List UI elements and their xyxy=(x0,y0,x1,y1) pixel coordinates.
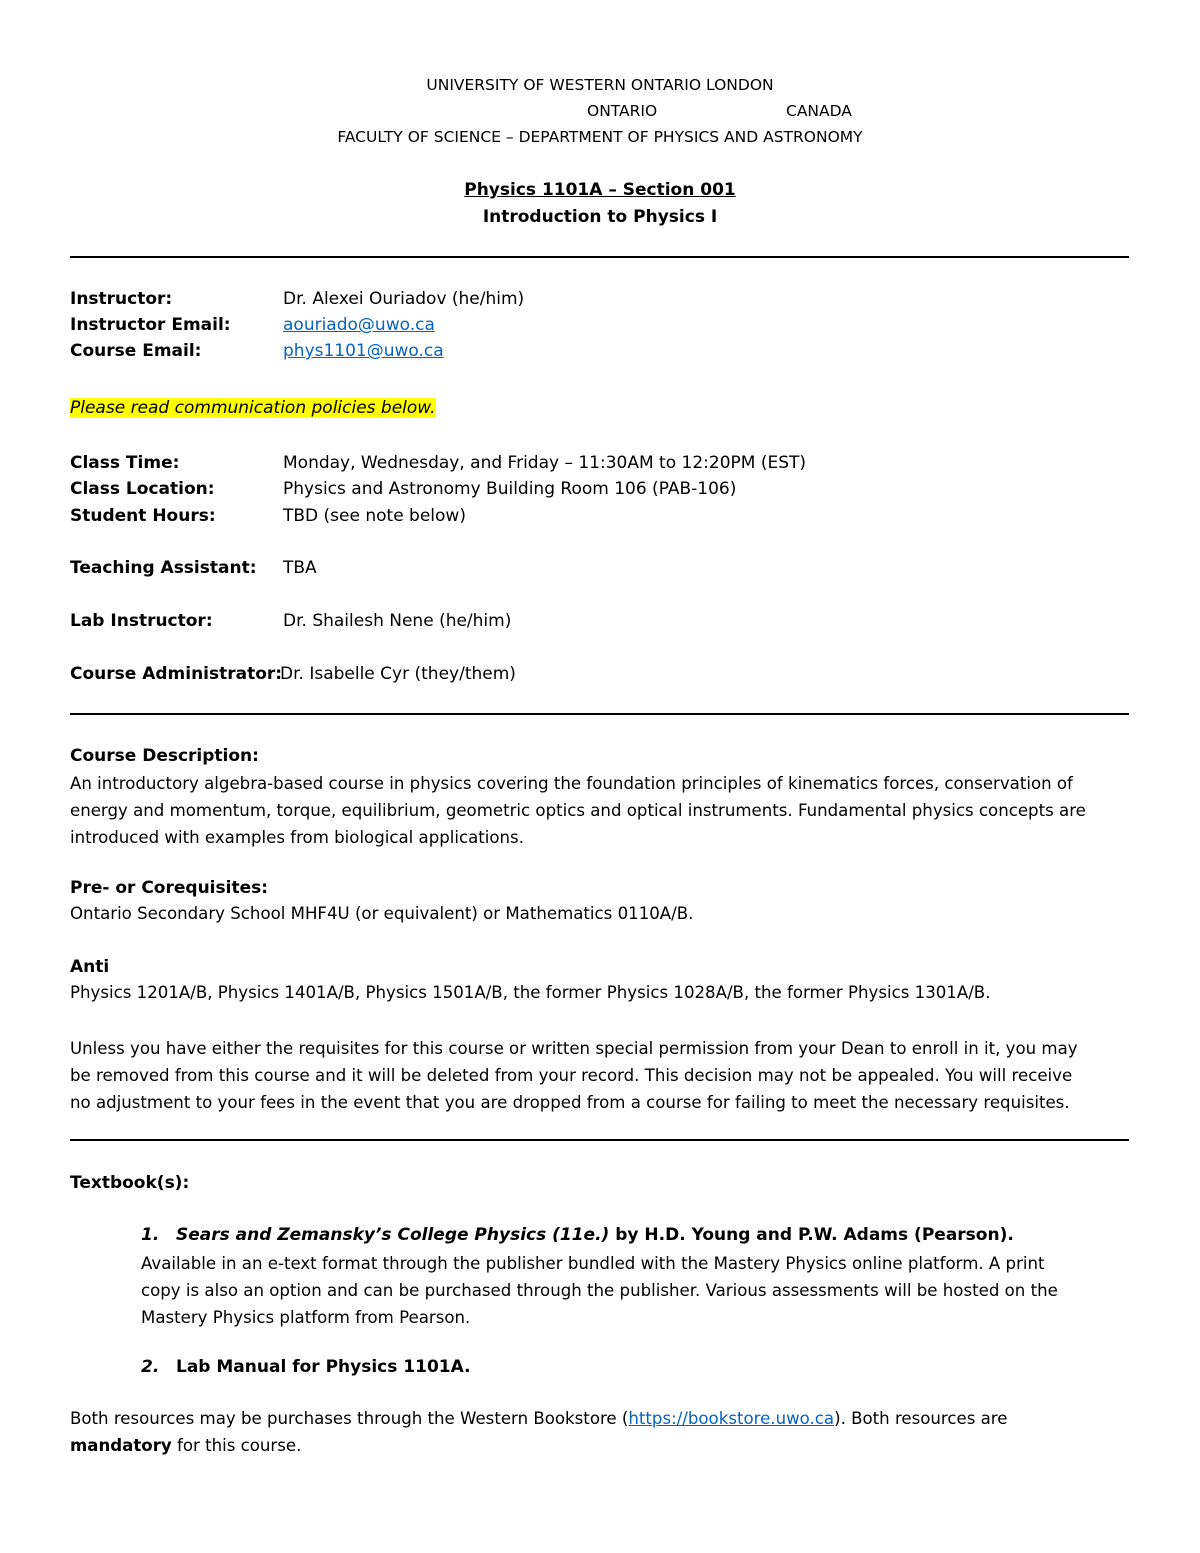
class-location-value: Physics and Astronomy Building Room 106 (PAB-106) xyxy=(283,479,737,499)
divider xyxy=(70,1139,1129,1141)
course-admin-label: Course Administrator: xyxy=(70,664,283,684)
instructor-value: Dr. Alexei Ouriadov (he/him) xyxy=(283,289,525,309)
mandatory-rest: for this course. xyxy=(171,1436,302,1455)
requisites-line: no adjustment to your fees in the event that you are dropped from a course for failing to meet the necessary requisites. xyxy=(70,1093,1070,1112)
anti-text: Physics 1201A/B, Physics 1401A/B, Physics 1501A/B, the former Physics 1028A/B, the former Physics 1301A/B. xyxy=(70,983,991,1002)
instructor-label: Instructor: xyxy=(70,289,173,309)
textbook-1-number: 1. xyxy=(141,1225,160,1245)
textbook-1-description xyxy=(141,1250,1131,1331)
mandatory-word: mandatory xyxy=(70,1436,172,1455)
course-code: Physics 1101A – Section 001 xyxy=(464,180,736,200)
prereq-heading: Pre- or Corequisites: xyxy=(70,878,269,898)
ta-label: Teaching Assistant: xyxy=(70,558,257,578)
textbook-1-authors: by H.D. Young and P.W. Adams (Pearson). xyxy=(609,1225,1014,1245)
textbook-1-title-line xyxy=(176,1225,1014,1245)
textbook-2-number: 2. xyxy=(141,1357,160,1377)
class-time-value: Monday, Wednesday, and Friday – 11:30AM to 12:20PM (EST) xyxy=(283,453,807,473)
divider xyxy=(70,256,1129,258)
bookstore-link[interactable]: https://bookstore.uwo.ca xyxy=(628,1409,835,1428)
textbook-2-title: Lab Manual for Physics 1101A. xyxy=(176,1357,471,1377)
course-title: Introduction to Physics I xyxy=(482,207,718,227)
bookstore-text-after: ). Both resources are xyxy=(834,1409,1008,1428)
student-hours-label: Student Hours: xyxy=(70,506,216,526)
description-line: energy and momentum, torque, equilibrium, geometric optics and optical instruments. Fundamental physics concepts are xyxy=(70,801,1086,820)
textbook-1-line: Mastery Physics platform from Pearson. xyxy=(141,1308,471,1327)
textbook-1-line: copy is also an option and can be purchased through the publisher. Various assessments will be hosted on the xyxy=(141,1281,1058,1300)
class-time-label: Class Time: xyxy=(70,453,180,473)
bookstore-line xyxy=(70,1409,1007,1428)
communication-notice xyxy=(70,398,436,418)
textbook-1-title: Sears and Zemansky’s College Physics (11e.) xyxy=(176,1225,610,1245)
student-hours-value: TBD (see note below) xyxy=(283,506,466,526)
textbook-1-line: Available in an e-text format through the publisher bundled with the Mastery Physics online platform. A print xyxy=(141,1254,1045,1273)
lab-instructor-label: Lab Instructor: xyxy=(70,611,213,631)
ta-value: TBA xyxy=(283,558,317,578)
description-heading: Course Description: xyxy=(70,746,259,766)
anti-heading: Anti xyxy=(70,957,110,977)
requisites-line: be removed from this course and it will be deleted from your record. This decision may not be appealed. You will receive xyxy=(70,1066,1073,1085)
faculty-name: FACULTY OF SCIENCE – DEPARTMENT OF PHYSICS AND ASTRONOMY xyxy=(337,128,863,146)
country: CANADA xyxy=(786,102,852,120)
description-text xyxy=(70,770,1132,851)
description-line: introduced with examples from biological applications. xyxy=(70,828,524,847)
instructor-email-label: Instructor Email: xyxy=(70,315,231,335)
requisites-line: Unless you have either the requisites for this course or written special permission from your Dean to enroll in it, you may xyxy=(70,1039,1078,1058)
prereq-text: Ontario Secondary School MHF4U (or equivalent) or Mathematics 0110A/B. xyxy=(70,904,694,923)
province: ONTARIO xyxy=(587,102,658,120)
instructor-email-link[interactable]: aouriado@uwo.ca xyxy=(283,315,435,335)
description-line: An introductory algebra-based course in physics covering the foundation principles of kinematics forces, conservation of xyxy=(70,774,1073,793)
class-location-label: Class Location: xyxy=(70,479,215,499)
divider xyxy=(70,713,1129,715)
communication-notice-text: Please read communication policies below. xyxy=(70,398,436,418)
textbooks-heading: Textbook(s): xyxy=(70,1173,190,1193)
course-email-label: Course Email: xyxy=(70,341,202,361)
course-email-link[interactable]: phys1101@uwo.ca xyxy=(283,341,444,361)
requisites-notice xyxy=(70,1035,1132,1116)
lab-instructor-value: Dr. Shailesh Nene (he/him) xyxy=(283,611,512,631)
bookstore-text: Both resources may be purchases through the Western Bookstore ( xyxy=(70,1409,629,1428)
university-name: UNIVERSITY OF WESTERN ONTARIO LONDON xyxy=(426,76,774,94)
course-admin-value: Dr. Isabelle Cyr (they/them) xyxy=(280,664,516,684)
mandatory-line xyxy=(70,1436,301,1455)
